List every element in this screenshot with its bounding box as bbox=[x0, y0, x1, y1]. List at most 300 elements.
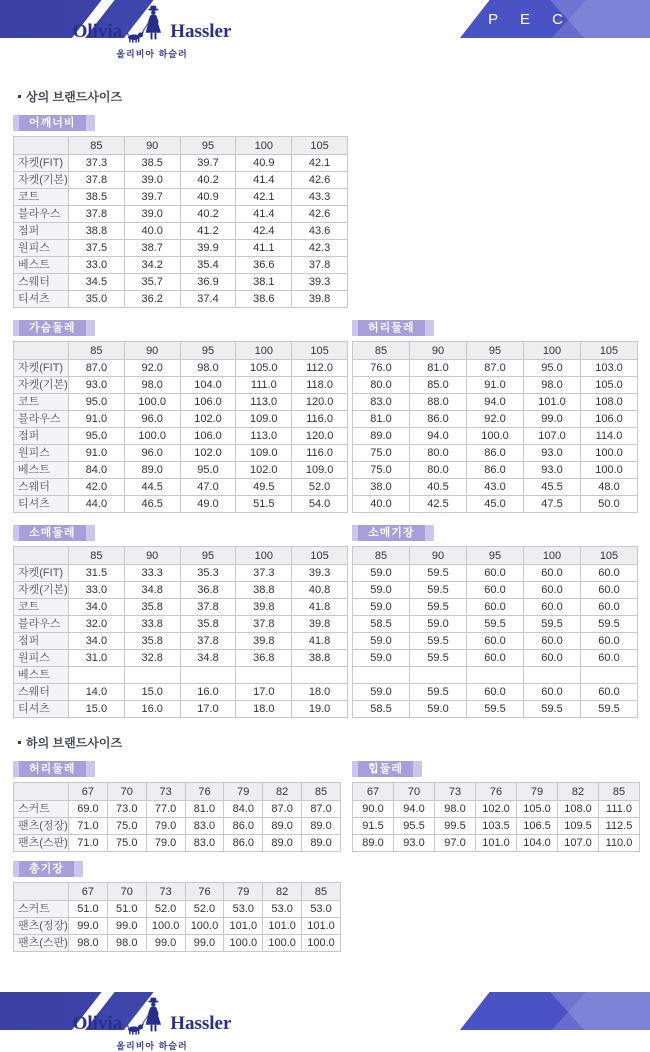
table-cell: 92.0 bbox=[124, 360, 180, 377]
column-header: 85 bbox=[69, 547, 125, 565]
table-cell: 38.5 bbox=[69, 189, 125, 206]
table-cell: 51.5 bbox=[236, 496, 292, 513]
table-cell: 37.8 bbox=[69, 206, 125, 223]
brand-name-right: Hassler bbox=[170, 21, 232, 42]
table-cell: 85.0 bbox=[410, 377, 467, 394]
table-cell: 99.0 bbox=[524, 411, 581, 428]
table-row bbox=[14, 377, 348, 394]
table-cell: 95.0 bbox=[524, 360, 581, 377]
table-cell: 102.0 bbox=[180, 411, 236, 428]
table-cell: 59.5 bbox=[410, 684, 467, 701]
table-cell: 87.0 bbox=[467, 360, 524, 377]
column-header: 82 bbox=[558, 783, 599, 801]
table-cell: 93.0 bbox=[524, 445, 581, 462]
table-row bbox=[14, 818, 341, 835]
table-row bbox=[353, 835, 640, 852]
table-cell: 60.0 bbox=[467, 582, 524, 599]
table-cell: 109.5 bbox=[558, 818, 599, 835]
table-row bbox=[14, 428, 348, 445]
table-cell: 15.0 bbox=[124, 684, 180, 701]
table-cell: 83.0 bbox=[185, 835, 224, 852]
table-cell: 42.0 bbox=[69, 479, 125, 496]
table-cell: 53.0 bbox=[263, 901, 302, 918]
square-bullet-icon bbox=[18, 95, 21, 98]
table-row bbox=[14, 360, 348, 377]
table-cell: 99.5 bbox=[435, 818, 476, 835]
table-cell: 18.0 bbox=[292, 684, 348, 701]
table-row bbox=[14, 394, 348, 411]
table-cell: 59.0 bbox=[353, 599, 410, 616]
badge-label: 소매둘레 bbox=[19, 525, 86, 541]
table-row bbox=[353, 633, 638, 650]
column-header: 70 bbox=[107, 883, 146, 901]
table-cell: 37.5 bbox=[69, 240, 125, 257]
table-cell: 59.5 bbox=[410, 650, 467, 667]
table-row bbox=[14, 918, 341, 935]
table-cell: 52.0 bbox=[292, 479, 348, 496]
column-header: 85 bbox=[302, 883, 341, 901]
badge-edge bbox=[86, 761, 95, 777]
row-label: 팬츠(정장) bbox=[14, 818, 69, 835]
table-cell: 69.0 bbox=[69, 801, 108, 818]
table-cell bbox=[410, 667, 467, 684]
column-header: 82 bbox=[263, 883, 302, 901]
brand-name-left: Olivia bbox=[72, 21, 123, 42]
table-cell: 39.0 bbox=[124, 172, 180, 189]
table-cell: 59.5 bbox=[410, 582, 467, 599]
table-cell: 98.0 bbox=[524, 377, 581, 394]
table-cell: 98.0 bbox=[107, 935, 146, 952]
table-cell: 99.0 bbox=[185, 935, 224, 952]
row-label: 티셔츠 bbox=[14, 496, 69, 513]
table-cell: 58.5 bbox=[353, 701, 410, 718]
table-cell: 17.0 bbox=[180, 701, 236, 718]
table-cell: 31.5 bbox=[69, 565, 125, 582]
table-row bbox=[14, 701, 348, 718]
table-cell: 71.0 bbox=[69, 818, 108, 835]
table-cell: 60.0 bbox=[581, 582, 638, 599]
table-row bbox=[353, 599, 638, 616]
table-cell: 15.0 bbox=[69, 701, 125, 718]
table-cell: 100.0 bbox=[124, 394, 180, 411]
badge-sleeve-length bbox=[352, 525, 434, 541]
table-cell: 34.2 bbox=[124, 257, 180, 274]
size-spec-content bbox=[0, 56, 650, 952]
table-row bbox=[14, 496, 348, 513]
table-cell: 75.0 bbox=[353, 445, 410, 462]
table-row bbox=[14, 189, 348, 206]
table-cell: 34.8 bbox=[124, 582, 180, 599]
table-row bbox=[14, 274, 348, 291]
table-cell: 42.4 bbox=[236, 223, 292, 240]
table-cell: 60.0 bbox=[581, 650, 638, 667]
badge-hip bbox=[352, 761, 422, 777]
table-cell: 40.9 bbox=[180, 189, 236, 206]
table-cell: 40.2 bbox=[180, 206, 236, 223]
table-cell: 93.0 bbox=[524, 462, 581, 479]
table-cell: 104.0 bbox=[180, 377, 236, 394]
table-cell: 42.6 bbox=[292, 172, 348, 189]
table-cell: 18.0 bbox=[236, 701, 292, 718]
table-cell: 41.8 bbox=[292, 633, 348, 650]
table-cell: 100.0 bbox=[185, 918, 224, 935]
table-cell: 105.0 bbox=[581, 377, 638, 394]
table-cell: 39.8 bbox=[236, 633, 292, 650]
brand-logo bbox=[42, 4, 262, 60]
table-cell: 39.3 bbox=[292, 565, 348, 582]
table-cell: 80.0 bbox=[410, 462, 467, 479]
table-cell: 100.0 bbox=[124, 428, 180, 445]
table-cell: 89.0 bbox=[124, 462, 180, 479]
column-header: 76 bbox=[185, 783, 224, 801]
badge-edge bbox=[86, 115, 95, 131]
badge-edge bbox=[425, 320, 434, 336]
row-label: 자켓(FIT) bbox=[14, 565, 69, 582]
brand-name-right: Hassler bbox=[170, 1013, 232, 1034]
table-cell: 81.0 bbox=[185, 801, 224, 818]
table-cell: 107.0 bbox=[524, 428, 581, 445]
table-row bbox=[14, 667, 348, 684]
row-label: 스커트 bbox=[14, 801, 69, 818]
row-label: 스커트 bbox=[14, 901, 69, 918]
table-cell: 84.0 bbox=[69, 462, 125, 479]
page-title: S I Z E S P E C bbox=[333, 11, 572, 28]
table-cell: 41.2 bbox=[180, 223, 236, 240]
badge-edge bbox=[86, 320, 95, 336]
badge-label: 허리둘레 bbox=[19, 761, 86, 777]
section-title-bottom: 하의 브랜드사이즈 bbox=[18, 734, 650, 751]
column-header: 70 bbox=[107, 783, 146, 801]
column-header: 90 bbox=[124, 547, 180, 565]
table-cell: 42.6 bbox=[292, 206, 348, 223]
table-cell: 37.3 bbox=[69, 155, 125, 172]
table-cell: 95.0 bbox=[69, 394, 125, 411]
table-cell: 33.0 bbox=[69, 257, 125, 274]
table-waist-bottom bbox=[13, 782, 341, 852]
table-cell: 59.5 bbox=[467, 701, 524, 718]
table-cell: 53.0 bbox=[302, 901, 341, 918]
table-cell: 112.5 bbox=[599, 818, 640, 835]
row-label: 코트 bbox=[14, 599, 69, 616]
table-cell: 38.5 bbox=[124, 155, 180, 172]
table-cell: 41.4 bbox=[236, 206, 292, 223]
table-cell: 39.7 bbox=[124, 189, 180, 206]
table-cell: 102.0 bbox=[236, 462, 292, 479]
column-header: 95 bbox=[180, 137, 236, 155]
table-row bbox=[353, 445, 638, 462]
column-header: 100 bbox=[236, 342, 292, 360]
column-header: 85 bbox=[353, 547, 410, 565]
column-header: 85 bbox=[69, 342, 125, 360]
table-cell: 97.0 bbox=[435, 835, 476, 852]
table-cell: 60.0 bbox=[524, 599, 581, 616]
badge-label: 소매기장 bbox=[358, 525, 425, 541]
table-cell: 81.0 bbox=[353, 411, 410, 428]
table-cell: 38.6 bbox=[236, 291, 292, 308]
table-row bbox=[14, 650, 348, 667]
table-row bbox=[14, 633, 348, 650]
table-cell: 59.5 bbox=[467, 616, 524, 633]
brand-name-left: Olivia bbox=[72, 1013, 123, 1034]
table-cell: 59.0 bbox=[353, 633, 410, 650]
table-cell: 94.0 bbox=[410, 428, 467, 445]
table-cell: 87.0 bbox=[302, 801, 341, 818]
table-row bbox=[14, 223, 348, 240]
table-cell bbox=[581, 667, 638, 684]
table-cell: 39.8 bbox=[292, 616, 348, 633]
table-cell: 91.5 bbox=[353, 818, 394, 835]
table-cell: 60.0 bbox=[581, 633, 638, 650]
column-header: 95 bbox=[180, 342, 236, 360]
row-label: 원피스 bbox=[14, 650, 69, 667]
column-header: 95 bbox=[467, 342, 524, 360]
table-cell: 113.0 bbox=[236, 428, 292, 445]
table-cell: 42.5 bbox=[410, 496, 467, 513]
table-cell: 111.0 bbox=[236, 377, 292, 394]
table-cell: 93.0 bbox=[69, 377, 125, 394]
badge-label: 허리둘레 bbox=[358, 320, 425, 336]
table-cell: 19.0 bbox=[292, 701, 348, 718]
table-cell: 100.0 bbox=[581, 445, 638, 462]
table-cell: 59.5 bbox=[581, 616, 638, 633]
page-header bbox=[0, 0, 650, 59]
table-cell: 75.0 bbox=[107, 835, 146, 852]
row-label: 자켓(FIT) bbox=[14, 360, 69, 377]
table-cell: 40.5 bbox=[410, 479, 467, 496]
row-label: 원피스 bbox=[14, 240, 69, 257]
table-cell: 114.0 bbox=[581, 428, 638, 445]
row-label: 티셔츠 bbox=[14, 701, 69, 718]
column-header: 100 bbox=[524, 547, 581, 565]
badge-edge bbox=[413, 761, 422, 777]
badge-edge bbox=[86, 525, 95, 541]
table-cell: 106.5 bbox=[517, 818, 558, 835]
table-cell: 83.0 bbox=[353, 394, 410, 411]
table-cell: 91.0 bbox=[467, 377, 524, 394]
table-cell: 41.4 bbox=[236, 172, 292, 189]
column-header: 90 bbox=[124, 342, 180, 360]
table-cell: 99.0 bbox=[146, 935, 185, 952]
table-cell: 59.5 bbox=[410, 565, 467, 582]
table-cell: 49.0 bbox=[180, 496, 236, 513]
table-cell: 96.0 bbox=[124, 445, 180, 462]
table-cell: 16.0 bbox=[124, 701, 180, 718]
table-cell: 94.0 bbox=[467, 394, 524, 411]
table-waist-top bbox=[352, 341, 638, 513]
row-label: 팬츠(스판) bbox=[14, 935, 69, 952]
table-cell: 47.5 bbox=[524, 496, 581, 513]
table-cell: 105.0 bbox=[236, 360, 292, 377]
table-cell: 86.0 bbox=[467, 462, 524, 479]
brand-logo bbox=[42, 996, 262, 1052]
table-cell: 88.0 bbox=[410, 394, 467, 411]
badge-waist-top bbox=[352, 320, 434, 336]
table-cell: 38.1 bbox=[236, 274, 292, 291]
row-label: 블라우스 bbox=[14, 616, 69, 633]
table-cell: 87.0 bbox=[263, 801, 302, 818]
table-row bbox=[353, 394, 638, 411]
table-cell: 59.0 bbox=[353, 650, 410, 667]
row-label: 자켓(기본) bbox=[14, 172, 69, 189]
column-header: 67 bbox=[69, 783, 108, 801]
table-cell: 112.0 bbox=[292, 360, 348, 377]
table-cell: 60.0 bbox=[467, 684, 524, 701]
table-cell: 101.0 bbox=[302, 918, 341, 935]
table-cell: 84.0 bbox=[224, 801, 263, 818]
table-cell: 100.0 bbox=[302, 935, 341, 952]
table-cell: 79.0 bbox=[146, 818, 185, 835]
table-cell: 37.4 bbox=[180, 291, 236, 308]
table-cell: 106.0 bbox=[581, 411, 638, 428]
table-cell: 34.0 bbox=[69, 599, 125, 616]
table-cell: 120.0 bbox=[292, 428, 348, 445]
table-cell: 107.0 bbox=[558, 835, 599, 852]
row-label: 원피스 bbox=[14, 445, 69, 462]
table-cell: 109.0 bbox=[236, 445, 292, 462]
table-cell: 89.0 bbox=[263, 818, 302, 835]
table-cell: 71.0 bbox=[69, 835, 108, 852]
table-cell: 60.0 bbox=[581, 599, 638, 616]
table-hip bbox=[352, 782, 640, 852]
column-header: 67 bbox=[353, 783, 394, 801]
table-cell: 100.0 bbox=[581, 462, 638, 479]
table-cell: 101.0 bbox=[224, 918, 263, 935]
table-cell: 52.0 bbox=[185, 901, 224, 918]
table-cell: 38.8 bbox=[236, 582, 292, 599]
table-cell bbox=[180, 667, 236, 684]
table-row bbox=[14, 155, 348, 172]
table-cell: 37.8 bbox=[236, 616, 292, 633]
table-cell: 96.0 bbox=[124, 411, 180, 428]
table-cell: 52.0 bbox=[146, 901, 185, 918]
table-cell: 60.0 bbox=[581, 684, 638, 701]
row-label: 베스트 bbox=[14, 667, 69, 684]
table-cell: 101.0 bbox=[263, 918, 302, 935]
column-header: 85 bbox=[599, 783, 640, 801]
table-row bbox=[14, 291, 348, 308]
table-cell: 36.8 bbox=[180, 582, 236, 599]
table-cell: 75.0 bbox=[353, 462, 410, 479]
table-cell: 101.0 bbox=[476, 835, 517, 852]
table-cell: 120.0 bbox=[292, 394, 348, 411]
table-row bbox=[353, 616, 638, 633]
table-cell: 75.0 bbox=[107, 818, 146, 835]
column-header: 105 bbox=[292, 342, 348, 360]
badge-total-length bbox=[13, 861, 83, 877]
column-header: 95 bbox=[180, 547, 236, 565]
column-header: 90 bbox=[410, 547, 467, 565]
column-header: 100 bbox=[236, 547, 292, 565]
table-cell: 47.0 bbox=[180, 479, 236, 496]
table-cell: 89.0 bbox=[353, 835, 394, 852]
table-cell: 94.0 bbox=[394, 801, 435, 818]
row-label: 코트 bbox=[14, 394, 69, 411]
table-cell: 80.0 bbox=[410, 445, 467, 462]
table-cell: 98.0 bbox=[435, 801, 476, 818]
table-sleeve-circumference bbox=[13, 546, 348, 718]
table-cell: 49.5 bbox=[236, 479, 292, 496]
table-cell: 60.0 bbox=[581, 565, 638, 582]
table-row bbox=[353, 411, 638, 428]
table-cell: 32.0 bbox=[69, 616, 125, 633]
column-header: 79 bbox=[517, 783, 558, 801]
table-row bbox=[14, 582, 348, 599]
table-cell: 40.2 bbox=[180, 172, 236, 189]
table-row bbox=[14, 172, 348, 189]
table-row bbox=[353, 684, 638, 701]
table-cell bbox=[353, 667, 410, 684]
row-label: 스웨터 bbox=[14, 274, 69, 291]
corner-cell bbox=[14, 342, 69, 360]
square-bullet-icon bbox=[18, 741, 21, 744]
row-label: 블라우스 bbox=[14, 411, 69, 428]
table-cell: 59.0 bbox=[410, 616, 467, 633]
row-label: 스웨터 bbox=[14, 479, 69, 496]
table-row bbox=[14, 935, 341, 952]
table-cell: 102.0 bbox=[476, 801, 517, 818]
table-cell: 35.4 bbox=[180, 257, 236, 274]
table-cell: 35.8 bbox=[124, 599, 180, 616]
table-cell: 37.8 bbox=[180, 633, 236, 650]
column-header: 90 bbox=[410, 342, 467, 360]
table-cell: 38.8 bbox=[292, 650, 348, 667]
table-cell: 89.0 bbox=[353, 428, 410, 445]
table-cell: 106.0 bbox=[180, 394, 236, 411]
table-cell: 81.0 bbox=[410, 360, 467, 377]
table-cell: 46.5 bbox=[124, 496, 180, 513]
table-cell: 111.0 bbox=[599, 801, 640, 818]
table-cell: 91.0 bbox=[69, 411, 125, 428]
table-cell: 44.5 bbox=[124, 479, 180, 496]
corner-cell bbox=[14, 883, 69, 901]
table-cell: 86.0 bbox=[224, 835, 263, 852]
table-cell: 37.8 bbox=[69, 172, 125, 189]
row-label: 베스트 bbox=[14, 462, 69, 479]
table-cell: 60.0 bbox=[467, 565, 524, 582]
table-cell: 86.0 bbox=[467, 445, 524, 462]
table-cell: 43.6 bbox=[292, 223, 348, 240]
table-row bbox=[14, 684, 348, 701]
table-cell: 17.0 bbox=[236, 684, 292, 701]
row-label: 코트 bbox=[14, 189, 69, 206]
table-cell: 99.0 bbox=[107, 918, 146, 935]
table-cell: 35.7 bbox=[124, 274, 180, 291]
table-cell: 80.0 bbox=[353, 377, 410, 394]
table-cell: 95.0 bbox=[180, 462, 236, 479]
column-header: 90 bbox=[124, 137, 180, 155]
table-cell: 91.0 bbox=[69, 445, 125, 462]
table-cell: 39.9 bbox=[180, 240, 236, 257]
table-cell: 60.0 bbox=[524, 633, 581, 650]
table-cell: 43.0 bbox=[467, 479, 524, 496]
badge-edge bbox=[425, 525, 434, 541]
column-header: 73 bbox=[146, 783, 185, 801]
table-cell: 98.0 bbox=[124, 377, 180, 394]
table-cell: 54.0 bbox=[292, 496, 348, 513]
table-row bbox=[353, 667, 638, 684]
row-label: 점퍼 bbox=[14, 223, 69, 240]
table-cell: 31.0 bbox=[69, 650, 125, 667]
table-row bbox=[353, 582, 638, 599]
row-label: 블라우스 bbox=[14, 206, 69, 223]
table-cell: 34.8 bbox=[180, 650, 236, 667]
table-cell: 33.0 bbox=[69, 582, 125, 599]
table-cell: 51.0 bbox=[69, 901, 108, 918]
column-header: 105 bbox=[292, 547, 348, 565]
column-header: 105 bbox=[292, 137, 348, 155]
table-row bbox=[353, 479, 638, 496]
table-cell: 100.0 bbox=[263, 935, 302, 952]
